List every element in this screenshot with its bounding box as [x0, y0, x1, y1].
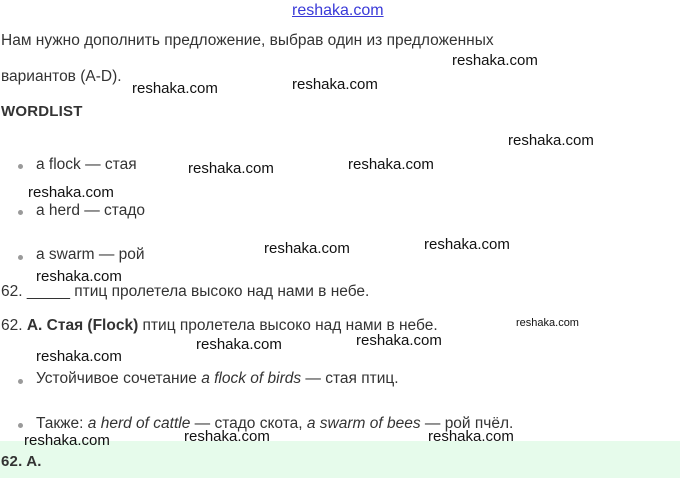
- watermark: reshaka.com: [292, 76, 378, 93]
- watermark: reshaka.com: [184, 428, 270, 445]
- bullet-dot: [18, 210, 23, 215]
- wordlist-item: a swarm — рой: [36, 246, 145, 263]
- bullet-dot: [18, 423, 23, 428]
- wordlist-item: a flock — стая: [36, 156, 137, 173]
- note-1-prefix: Устойчивое сочетание: [36, 370, 202, 387]
- watermark: reshaka.com: [196, 336, 282, 353]
- watermark: reshaka.com: [508, 132, 594, 149]
- intro-line-1: Нам нужно дополнить предложение, выбрав один из предложенных: [1, 32, 494, 49]
- site-link[interactable]: reshaka.com: [292, 2, 384, 19]
- wordlist-item: a herd — стадо: [36, 202, 146, 219]
- watermark: reshaka.com: [424, 236, 510, 253]
- bullet-dot: [18, 255, 23, 260]
- watermark: reshaka.com: [452, 52, 538, 69]
- note-2-suffix: — рой пчёл.: [420, 415, 514, 432]
- watermark: reshaka.com: [188, 160, 274, 177]
- answer-prefix: 62.: [1, 317, 27, 334]
- bullet-dot: [18, 379, 23, 384]
- watermark: reshaka.com: [28, 184, 114, 201]
- bullet-dot: [18, 164, 23, 169]
- watermark: reshaka.com: [516, 317, 579, 329]
- note-1: [36, 370, 399, 388]
- watermark: reshaka.com: [356, 332, 442, 349]
- intro-line-2: вариантов (A-D).: [1, 68, 122, 85]
- watermark: reshaka.com: [36, 268, 122, 285]
- note-2-italic-2: a swarm of bees: [306, 415, 421, 432]
- answer-bold: A. Стая (Flock): [26, 317, 139, 334]
- wordlist-heading: WORDLIST: [1, 103, 83, 120]
- watermark: reshaka.com: [348, 156, 434, 173]
- watermark: reshaka.com: [132, 80, 218, 97]
- watermark: reshaka.com: [36, 348, 122, 365]
- note-1-italic: a flock of birds: [201, 370, 302, 387]
- watermark: reshaka.com: [264, 240, 350, 257]
- note-2-mid: — стадо скота,: [190, 415, 307, 432]
- note-2-italic-1: a herd of cattle: [87, 415, 191, 432]
- watermark: reshaka.com: [24, 432, 110, 449]
- watermark: reshaka.com: [428, 428, 514, 445]
- note-2-prefix: Также:: [36, 415, 88, 432]
- answer-rest: птиц пролетела высоко над нами в небе.: [138, 317, 438, 334]
- note-1-suffix: — стая птиц.: [301, 370, 399, 387]
- final-answer: 62. A.: [1, 453, 42, 470]
- question-text: 62. _____ птиц пролетела высоко над нами в небе.: [1, 283, 370, 300]
